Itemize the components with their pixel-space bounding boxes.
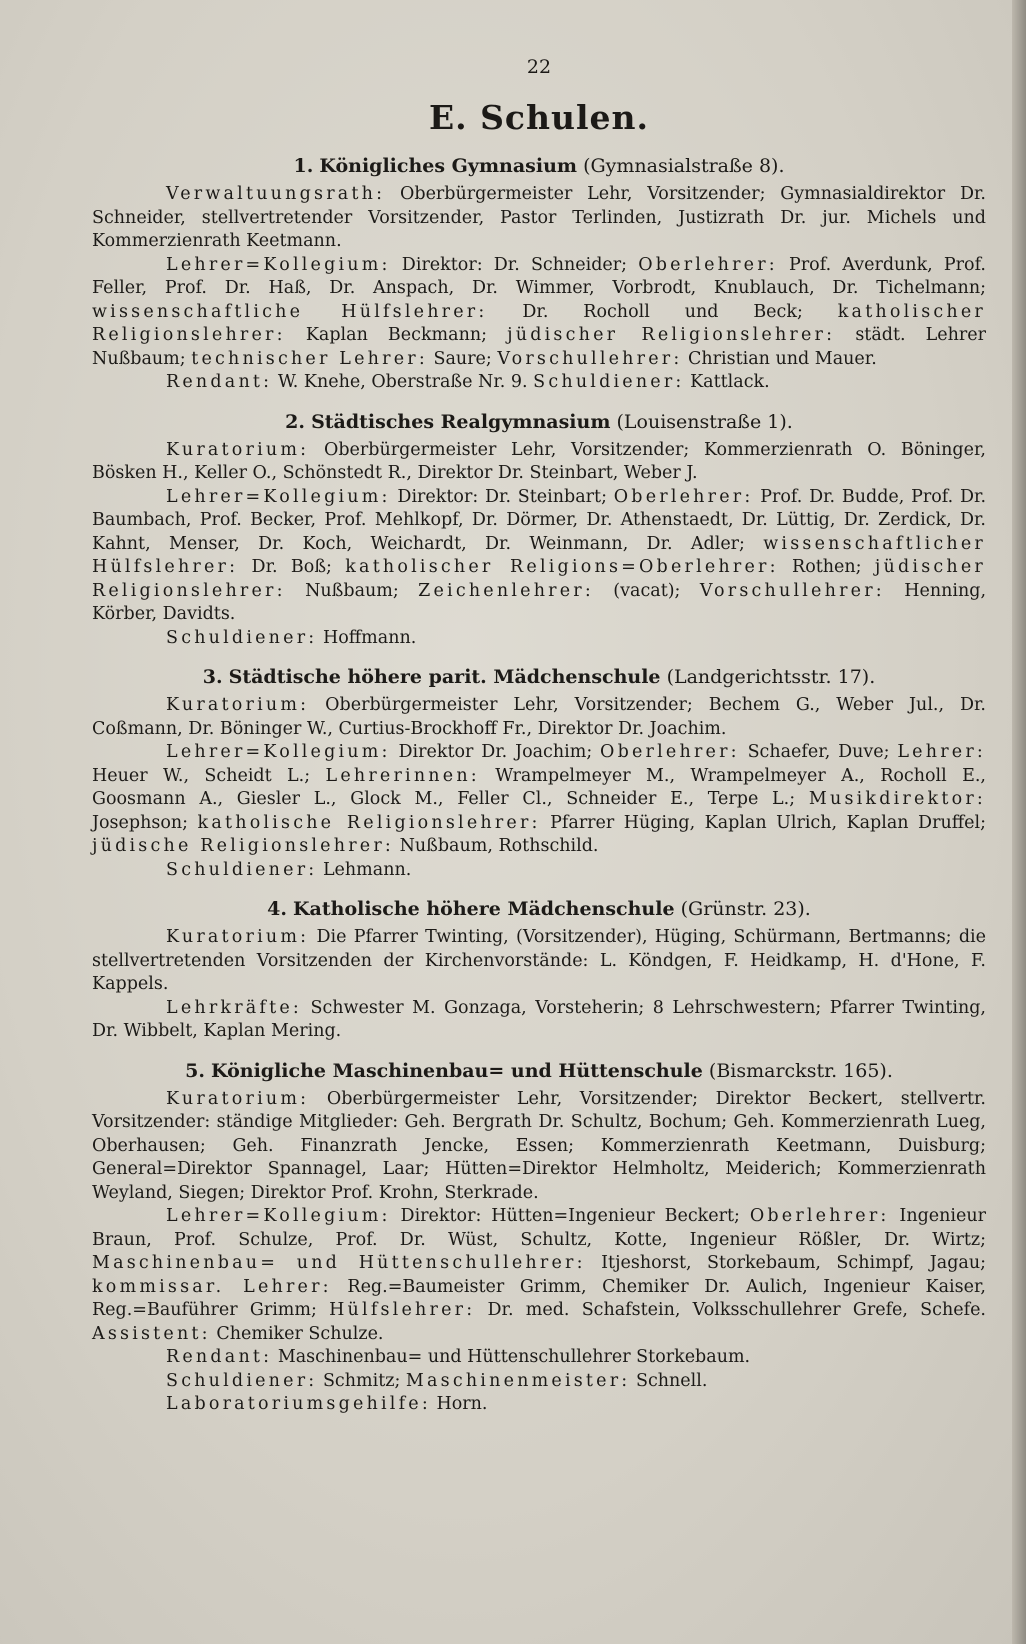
role-text: Pfarrer Hüging, Kaplan Ulrich, Kaplan Druffel; xyxy=(540,812,987,833)
section-number: 5. xyxy=(185,1059,205,1082)
role-label: Kuratorium: xyxy=(166,927,310,947)
role-text: Oberbürgermeister Lehr, Vorsitzender; Kommerzienrath O. Böninger, Bösken H., Keller O., Schönstedt R., Direktor Dr. Steinbart, Weber J. xyxy=(92,439,986,483)
page-number: 22 xyxy=(526,56,552,78)
section-paragraph xyxy=(92,627,986,651)
role-text: Maschinenbau= und Hüttenschullehrer Storkebaum. xyxy=(272,1347,751,1367)
role-text: Heuer W., Scheidt L.; xyxy=(92,765,326,786)
role-label: kommissar. Lehrer: xyxy=(92,1276,332,1297)
role-text: Schaefer, Duve; xyxy=(739,742,898,762)
role-label: Verwaltuungsrath: xyxy=(166,184,386,204)
role-label: Vorschullehrer: xyxy=(699,580,885,601)
role-label: Zeichenlehrer: xyxy=(418,580,594,601)
school-name: Städtisches Realgymnasium xyxy=(311,410,611,433)
role-label: Schuldiener: xyxy=(166,627,318,648)
role-label: katholischer Religions=Oberlehrer: xyxy=(345,557,779,577)
section-heading xyxy=(92,155,986,177)
role-label: Hülfslehrer: xyxy=(329,1300,476,1320)
role-text: Prof. Dr. Budde, Prof. Dr. Baumbach, Prof. Becker, Prof. Mehlkopf, Dr. Dörmer, Dr. Athenstaedt, Dr. Lüttig, Dr. Zerdick, Dr. Kahnt, Menser, Dr. Koch, Weichardt, Dr. Weinmann, Dr. Adler; xyxy=(92,486,987,554)
role-label: katholischer Religionslehrer: xyxy=(92,301,986,345)
role-label: Kuratorium: xyxy=(166,695,310,715)
role-label: Musikdirektor: xyxy=(808,789,986,809)
role-text: Dr. med. Schafstein, Volksschullehrer Grefe, Schefe. xyxy=(475,1300,986,1320)
section-heading xyxy=(92,898,986,920)
role-text: Horn. xyxy=(430,1394,488,1414)
school-section xyxy=(92,666,986,882)
section-paragraph xyxy=(92,1346,986,1370)
role-label: Laboratoriumsgehilfe: xyxy=(166,1394,431,1414)
role-label: Schuldiener: xyxy=(533,372,685,392)
role-text: Nußbaum, Rothschild. xyxy=(394,836,599,856)
section-paragraph xyxy=(92,1370,986,1394)
role-label: Lehrer=Kollegium: xyxy=(166,254,391,275)
role-label: jüdischer Religionslehrer: xyxy=(507,325,836,345)
role-text: Kaplan Beckmann; xyxy=(285,325,508,345)
role-text: städt. Lehrer Nußbaum; xyxy=(92,325,986,369)
section-paragraph xyxy=(92,486,986,627)
section-number: 2. xyxy=(285,410,306,433)
section-number: 1. xyxy=(293,155,314,177)
role-label: Kuratorium: xyxy=(166,1088,310,1109)
role-text: Direktor: Dr. Steinbart; xyxy=(390,486,614,507)
role-label: Oberlehrer: xyxy=(749,1206,890,1226)
school-address: (Louisenstraße 1). xyxy=(616,410,793,433)
section-paragraph xyxy=(92,371,986,395)
section-paragraph xyxy=(92,1205,986,1346)
section-paragraph xyxy=(92,694,986,741)
role-label: Assistent: xyxy=(92,1323,211,1344)
role-text: Kattlack. xyxy=(684,372,770,392)
role-label: Maschinenbau= und Hüttenschullehrer: xyxy=(92,1253,586,1273)
role-label: Lehrer=Kollegium: xyxy=(166,742,391,762)
role-text: Schwester M. Gonzaga, Vorsteherin; 8 Lehrschwestern; Pfarrer Twinting, Dr. Wibbelt, Kaplan Mering. xyxy=(92,997,986,1041)
role-label: Rendant: xyxy=(166,1347,273,1367)
role-label: Lehrerinnen: xyxy=(325,765,480,786)
role-text: Direktor: Dr. Schneider; xyxy=(390,254,639,275)
role-text: Chemiker Schulze. xyxy=(210,1323,384,1344)
school-section xyxy=(92,898,986,1044)
role-text: Josephson; xyxy=(92,812,198,833)
role-label: Lehrkräfte: xyxy=(166,997,302,1018)
role-text: Die Pfarrer Twinting, (Vorsitzender), Hüging, Schürmann, Bertmanns; die stellvertretenden Vorsitzenden der Kirchenvorstände: L. Köndgen, F. Heidkamp, H. d'Hone, F. Kappels. xyxy=(92,927,986,994)
role-label: Oberlehrer: xyxy=(638,254,778,275)
role-text: Prof. Averdunk, Prof. Feller, Prof. Dr. Haß, Dr. Anspach, Dr. Wimmer, Vorbrodt, Knublauch, Dr. Tichelmann; xyxy=(92,254,986,298)
role-label: Vorschullehrer: xyxy=(497,348,683,369)
role-label: Lehrer=Kollegium: xyxy=(166,1206,391,1226)
section-paragraph xyxy=(92,741,986,859)
section-number: 3. xyxy=(202,666,223,688)
role-text: Direktor: Hütten=Ingenieur Beckert; xyxy=(390,1206,750,1226)
role-label: Schuldiener: xyxy=(166,859,318,880)
role-text: Henning, Körber, Davidts. xyxy=(92,580,987,624)
role-label: Lehrer=Kollegium: xyxy=(166,486,391,507)
role-label: Rendant: xyxy=(166,372,273,392)
role-label: wissenschaftlicher Hülfslehrer: xyxy=(92,533,986,577)
section-paragraph xyxy=(92,439,986,486)
role-text: Oberbürgermeister Lehr, Vorsitzender; Direktor Beckert, stellvertr. Vorsitzender: ständige Mitglieder: Geh. Bergrath Dr. Schultz, Bochum; Geh. Kommerzienrath Lueg, Oberhausen; Geh. Finanzrath Jencke, Essen; Kommerzienrath Keetmann, Duisburg; General=Direktor Spannagel, Laar; Hütten=Direktor Helmholtz, Meiderich; Kommerzienrath Weyland, Siegen; Direktor Prof. Krohn, Sterkrade. xyxy=(92,1088,986,1203)
sections-container xyxy=(92,155,986,1417)
school-address: (Gymnasialstraße 8). xyxy=(583,155,785,177)
section-paragraph xyxy=(92,1393,986,1417)
role-label: katholische Religionslehrer: xyxy=(197,812,541,833)
role-text: Nußbaum; xyxy=(285,580,419,601)
school-address: (Bismarckstr. 165). xyxy=(708,1059,893,1082)
section-heading xyxy=(92,666,986,688)
section-paragraph xyxy=(92,183,986,254)
section-paragraph xyxy=(92,997,986,1044)
school-name: Katholische höhere Mädchenschule xyxy=(293,898,675,920)
school-name: Königliches Gymnasium xyxy=(319,155,578,177)
school-name: Städtische höhere parit. Mädchenschule xyxy=(228,666,661,688)
role-text: Wrampelmeyer M., Wrampelmeyer A., Rocholl E., Goosmann A., Giesler L., Glock M., Feller Cl., Schneider E., Terpe L.; xyxy=(92,765,986,809)
role-text: W. Knehe, Oberstraße Nr. 9. xyxy=(272,372,534,392)
section-number: 4. xyxy=(267,898,287,920)
role-label: Oberlehrer: xyxy=(600,742,740,762)
section-paragraph xyxy=(92,254,986,372)
page-title: E. Schulen. xyxy=(428,98,650,137)
role-text: Christian und Mauer. xyxy=(682,348,877,369)
school-section xyxy=(92,155,986,395)
school-section xyxy=(92,1060,986,1417)
role-text: Ingenieur Braun, Prof. Schulze, Prof. Dr. Wüst, Schultz, Kotte, Ingenieur Rößler, Dr. Wirtz; xyxy=(92,1206,987,1250)
section-paragraph xyxy=(92,1088,986,1206)
section-heading xyxy=(92,411,986,433)
role-text: Lehmann. xyxy=(317,859,412,880)
role-label: jüdischer Religionslehrer: xyxy=(92,557,986,601)
role-text: Rothen; xyxy=(778,557,875,577)
role-label: technischer Lehrer: xyxy=(191,348,428,369)
page-edge xyxy=(1012,0,1026,1644)
role-text: Dr. Boß; xyxy=(238,557,346,577)
role-label: Schuldiener: xyxy=(166,1370,318,1391)
school-address: (Landgerichtsstr. 17). xyxy=(666,666,876,688)
role-label: wissenschaftliche Hülfslehrer: xyxy=(92,301,488,322)
role-text: Reg.=Baumeister Grimm, Chemiker Dr. Aulich, Ingenieur Kaiser, Reg.=Bauführer Grimm; xyxy=(92,1276,986,1320)
role-text: Itjeshorst, Storkebaum, Schimpf, Jagau; xyxy=(585,1253,986,1273)
role-text: Direktor Dr. Joachim; xyxy=(390,742,601,762)
role-label: jüdische Religionslehrer: xyxy=(92,836,394,856)
role-label: Kuratorium: xyxy=(166,439,310,460)
role-label: Oberlehrer: xyxy=(613,486,754,507)
section-paragraph xyxy=(92,926,986,997)
role-text: Schnell. xyxy=(630,1370,708,1391)
role-text: Hoffmann. xyxy=(317,627,417,648)
role-text: Saure; xyxy=(427,348,498,369)
section-paragraph xyxy=(92,859,986,883)
role-text: Oberbürgermeister Lehr, Vorsitzender; Gymnasialdirektor Dr. Schneider, stellvertretender Vorsitzender, Pastor Terlinden, Justizrath Dr. jur. Michels und Kommerzienrath Keetmann. xyxy=(92,184,986,251)
role-text: Dr. Rocholl und Beck; xyxy=(487,301,838,322)
role-label: Maschinenmeister: xyxy=(405,1370,631,1391)
school-name: Königliche Maschinenbau= und Hüttenschule xyxy=(211,1059,703,1082)
school-address: (Grünstr. 23). xyxy=(680,898,811,920)
role-label: Lehrer: xyxy=(897,742,986,762)
role-text: Schmitz; xyxy=(317,1370,406,1391)
role-text: (vacat); xyxy=(593,580,700,601)
section-heading xyxy=(92,1060,986,1082)
role-text: Oberbürgermeister Lehr, Vorsitzender; Bechem G., Weber Jul., Dr. Coßmann, Dr. Böninger W., Curtius-Brockhoff Fr., Direktor Dr. Joachim. xyxy=(92,695,986,739)
school-section xyxy=(92,411,986,651)
